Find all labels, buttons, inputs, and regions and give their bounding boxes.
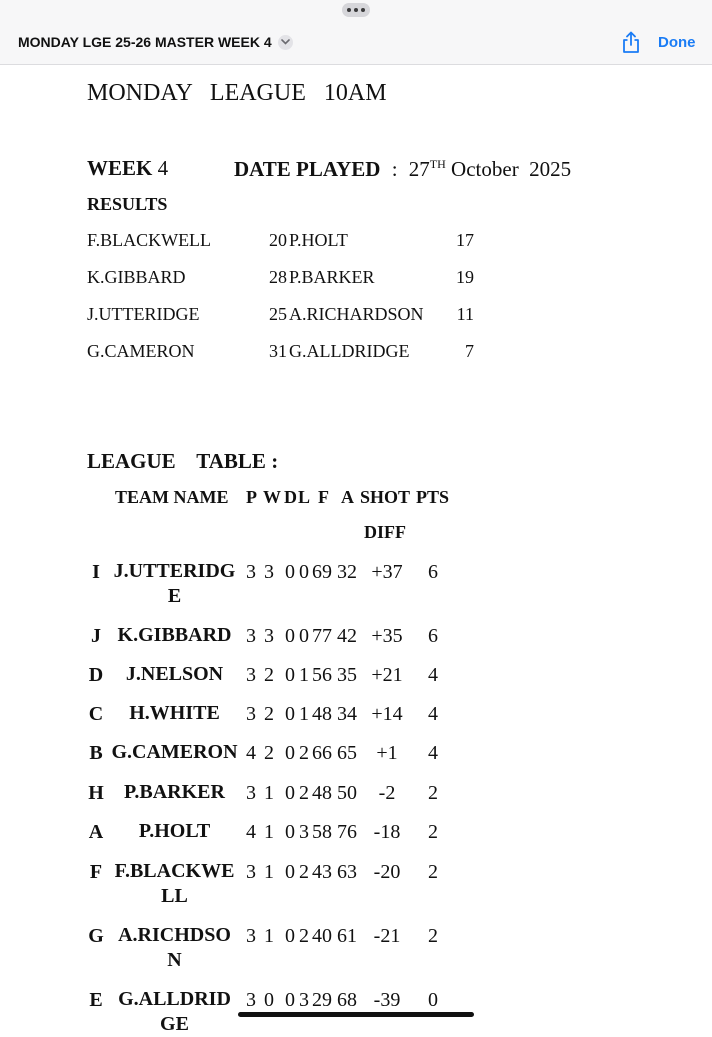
cell-against: 63 [337,861,357,883]
cell-rink: A [88,821,104,843]
cell-points: 6 [428,625,438,647]
team-name-line: H.WHITE [129,702,220,724]
cell-lost: 2 [299,861,309,883]
cell-points: 6 [428,561,438,583]
cell-team-name [106,780,243,805]
cell-shot-diff: +21 [371,664,403,686]
cell-points: 0 [428,989,438,1011]
cell-points: 4 [428,703,438,725]
cell-won: 3 [264,561,274,583]
cell-rink: F [89,861,103,883]
window-toolbar [0,0,712,65]
results-heading: RESULTS [87,194,168,214]
cell-for: 48 [312,703,332,725]
date-label: DATE PLAYED [234,157,381,181]
cell-lost: 2 [299,925,309,947]
cell-lost: 3 [299,989,309,1011]
share-icon[interactable] [621,31,641,53]
cell-points: 2 [428,782,438,804]
header-against: A [341,487,354,507]
cell-points: 2 [428,861,438,883]
home-indicator [238,1012,474,1017]
cell-shot-diff: -2 [378,782,396,804]
cell-rink: H [88,782,104,804]
team-name-line: GE [160,1013,189,1035]
done-button[interactable]: Done [658,34,696,51]
header-points: PTS [416,487,450,507]
week-line [87,158,168,179]
cell-won: 0 [264,989,274,1011]
week-label: WEEK [87,156,153,180]
cell-rink: B [89,742,103,764]
team-name-line: F.BLACKWE [114,860,235,882]
document-page [0,65,712,1035]
team-name-line: J.NELSON [125,663,224,685]
cell-won: 2 [264,703,274,725]
cell-against: 42 [337,625,357,647]
cell-for: 40 [312,925,332,947]
result-home-score: 25 [269,304,287,324]
cell-rink: C [88,703,104,725]
result-home-score: 31 [269,341,287,361]
cell-team-name [106,819,243,844]
team-name-line: G.ALLDRID [118,988,231,1010]
cell-rink: J [91,625,101,647]
cell-shot-diff: -21 [373,925,401,947]
cell-against: 65 [337,742,357,764]
cell-for: 58 [312,821,332,843]
header-lost: L [298,487,311,507]
cell-played: 3 [246,703,256,725]
cell-played: 3 [246,561,256,583]
cell-won: 2 [264,742,274,764]
cell-lost: 2 [299,742,309,764]
cell-shot-diff: -39 [373,989,401,1011]
team-name-line: LL [161,885,188,907]
team-name-line: N [167,949,182,971]
cell-rink: G [88,925,104,947]
cell-against: 35 [337,664,357,686]
cell-lost: 0 [299,561,309,583]
team-name-line: A.RICHDSO [118,924,231,946]
cell-drawn: 0 [285,782,295,804]
cell-won: 1 [264,821,274,843]
date-ordinal: TH [429,157,446,171]
chevron-down-icon[interactable] [278,35,293,50]
page-title: MONDAY LEAGUE 10AM [87,80,387,106]
cell-won: 2 [264,664,274,686]
cell-for: 66 [312,742,332,764]
cell-for: 77 [312,625,332,647]
cell-shot-diff: +14 [371,703,403,725]
header-for: F [318,487,329,507]
cell-team-name [106,623,243,648]
result-away-team: P.BARKER [289,267,375,287]
cell-drawn: 0 [285,703,295,725]
date-separator: : [391,157,398,181]
cell-team-name [106,923,243,973]
date-day: 27 [408,157,430,181]
cell-team-name [106,701,243,726]
cell-won: 1 [264,782,274,804]
header-team-name: TEAM NAME [115,487,229,507]
cell-for: 43 [312,861,332,883]
cell-won: 1 [264,925,274,947]
cell-against: 68 [337,989,357,1011]
cell-drawn: 0 [285,561,295,583]
cell-played: 4 [246,821,256,843]
more-options-icon[interactable] [342,3,370,17]
result-home-score: 28 [269,267,287,287]
date-month-year: October 2025 [451,157,572,181]
result-away-score: 11 [456,304,474,324]
cell-drawn: 0 [285,821,295,843]
cell-drawn: 0 [285,625,295,647]
team-name-line: G.CAMERON [111,741,238,763]
document-title-menu[interactable] [18,34,293,50]
header-drawn: D [284,487,297,507]
team-name-line: P.BARKER [124,781,225,803]
league-table-heading: LEAGUE TABLE : [87,449,279,473]
date-line [234,158,571,180]
cell-points: 4 [428,664,438,686]
cell-won: 3 [264,625,274,647]
cell-shot-diff: +1 [376,742,398,764]
cell-drawn: 0 [285,664,295,686]
cell-won: 1 [264,861,274,883]
cell-points: 4 [428,742,438,764]
cell-team-name [106,859,243,909]
cell-against: 50 [337,782,357,804]
cell-for: 29 [312,989,332,1011]
cell-against: 61 [337,925,357,947]
cell-drawn: 0 [285,925,295,947]
team-name-line: E [167,585,182,607]
team-name-line: K.GIBBARD [117,624,232,646]
cell-rink: E [89,989,103,1011]
result-away-team: G.ALLDRIDGE [289,341,410,361]
result-home-team: K.GIBBARD [87,267,186,287]
cell-against: 34 [337,703,357,725]
cell-for: 48 [312,782,332,804]
cell-team-name [106,987,243,1037]
header-played: P [246,487,257,507]
cell-team-name [106,740,243,765]
header-won: W [263,487,281,507]
result-home-team: G.CAMERON [87,341,195,361]
cell-lost: 1 [299,664,309,686]
document-title: MONDAY LGE 25-26 MASTER WEEK 4 [18,34,272,50]
result-home-team: F.BLACKWELL [87,230,212,250]
result-away-team: A.RICHARDSON [289,304,424,324]
cell-rink: D [88,664,104,686]
cell-points: 2 [428,821,438,843]
cell-team-name [106,662,243,687]
header-shot: SHOT [360,487,411,507]
cell-played: 3 [246,861,256,883]
cell-lost: 3 [299,821,309,843]
cell-lost: 0 [299,625,309,647]
cell-shot-diff: -18 [373,821,401,843]
cell-for: 69 [312,561,332,583]
result-away-score: 17 [456,230,474,250]
result-away-team: P.HOLT [289,230,348,250]
cell-drawn: 0 [285,742,295,764]
result-home-score: 20 [269,230,287,250]
cell-for: 56 [312,664,332,686]
week-number: 4 [157,156,169,180]
cell-played: 3 [246,782,256,804]
cell-played: 3 [246,664,256,686]
cell-team-name [106,559,243,609]
cell-against: 32 [337,561,357,583]
cell-points: 2 [428,925,438,947]
result-away-score: 19 [456,267,474,287]
cell-drawn: 0 [285,989,295,1011]
cell-shot-diff: +35 [371,625,403,647]
header-diff: DIFF [364,522,406,542]
cell-lost: 2 [299,782,309,804]
cell-played: 3 [246,989,256,1011]
cell-shot-diff: +37 [371,561,403,583]
result-home-team: J.UTTERIDGE [87,304,200,324]
team-name-line: J.UTTERIDG [113,560,236,582]
cell-played: 3 [246,925,256,947]
cell-played: 4 [246,742,256,764]
cell-played: 3 [246,625,256,647]
cell-shot-diff: -20 [373,861,401,883]
cell-rink: I [92,561,100,583]
team-name-line: P.HOLT [138,820,211,842]
cell-drawn: 0 [285,861,295,883]
result-away-score: 7 [465,341,474,361]
cell-against: 76 [337,821,357,843]
cell-lost: 1 [299,703,309,725]
